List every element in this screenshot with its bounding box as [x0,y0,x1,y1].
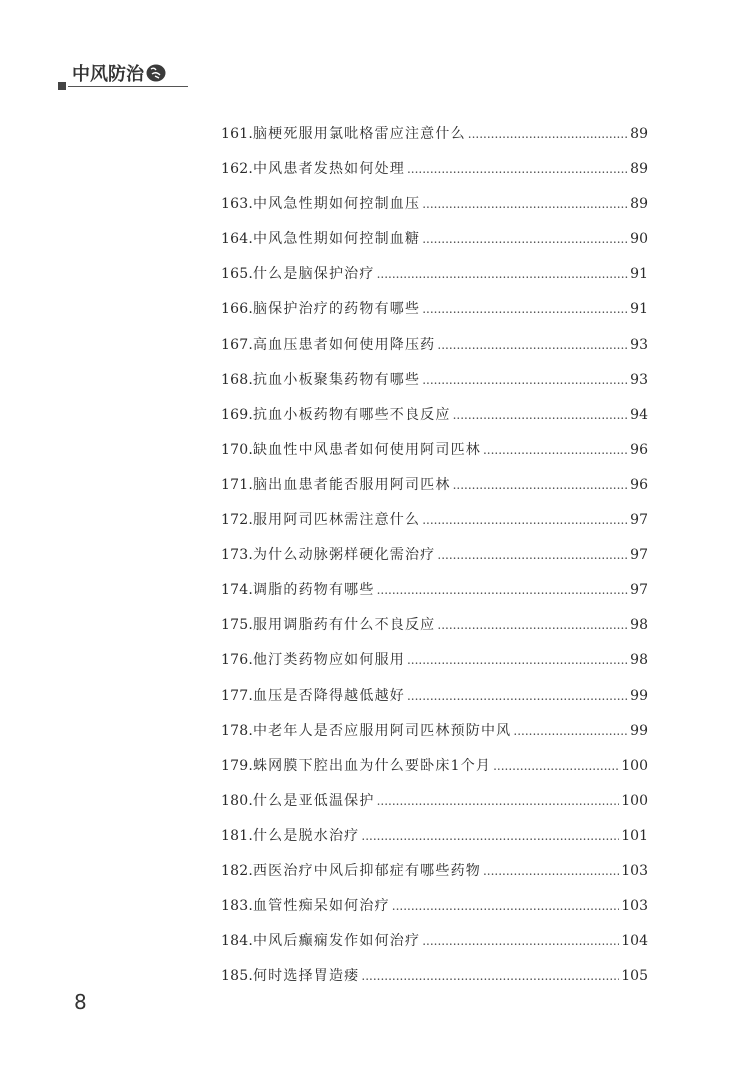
toc-entry-number: 165. [221,266,253,283]
toc-entry-number: 178. [221,722,253,739]
dot-leader [437,335,628,355]
book-title: 中风防治 [72,64,144,85]
dot-leader [422,510,628,530]
toc-entry-page: 93 [630,336,648,353]
toc-entry-page: 100 [621,792,648,809]
toc-entry-number: 161. [221,126,253,142]
toc-entry-number: 185. [221,968,253,985]
running-header-title [72,60,166,86]
toc-entry[interactable] [221,615,648,650]
toc-entry[interactable] [221,791,648,826]
toc-entry-page: 89 [630,196,648,213]
toc-entry[interactable] [221,896,648,931]
toc-entry-page: 97 [630,582,648,599]
toc-entry-page: 89 [630,161,648,178]
toc-entry-title: 何时选择胃造瘘 [252,968,360,985]
toc-entry[interactable] [221,931,648,966]
toc-entry-page: 89 [630,126,648,142]
toc-entry[interactable] [221,721,648,756]
toc-entry-number: 164. [221,231,253,248]
toc-entry-title: 服用调脂药有什么不良反应 [252,617,436,634]
dot-leader [453,475,629,495]
dot-leader [468,124,628,144]
toc-entry[interactable] [221,194,648,229]
toc-entry-number: 174. [221,582,253,599]
toc-entry-title: 西医治疗中风后抑郁症有哪些药物 [252,862,481,879]
dot-leader [377,580,629,600]
seal-logo-icon [146,64,166,82]
dot-leader [437,615,628,635]
toc-entry[interactable] [221,510,648,545]
toc-entry-page: 96 [630,476,648,493]
toc-entry-number: 166. [221,301,253,318]
toc-entry-page: 99 [630,722,648,739]
toc-entry-title: 为什么动脉粥样硬化需治疗 [252,547,436,564]
dot-leader [453,405,629,425]
toc-entry-page: 93 [630,371,648,388]
toc-entry-number: 182. [221,862,253,879]
toc-entry[interactable] [221,229,648,264]
toc-entry[interactable] [221,159,648,194]
toc-entry-title: 血压是否降得越低越好 [252,687,405,704]
toc-entry[interactable] [221,545,648,580]
toc-entry-number: 163. [221,196,253,213]
dot-leader [407,686,628,706]
toc-entry[interactable] [221,756,648,791]
toc-entry-title: 脑保护治疗的药物有哪些 [252,301,421,318]
toc-entry-title: 蛛网膜下腔出血为什么要卧床1个月 [252,757,492,774]
toc-entry-number: 162. [221,161,253,178]
running-header [58,58,188,88]
dot-leader [513,721,628,741]
dot-leader [422,194,628,214]
table-of-contents [221,124,648,1001]
toc-entry-title: 什么是亚低温保护 [252,792,375,809]
toc-entry-number: 167. [221,336,253,353]
toc-entry[interactable] [221,440,648,475]
toc-entry-number: 179. [221,757,253,774]
toc-entry-title: 高血压患者如何使用降压药 [252,336,436,353]
toc-entry-page: 98 [630,652,648,669]
toc-entry-number: 180. [221,792,253,809]
toc-entry-page: 105 [621,968,648,985]
page-number: 8 [74,990,87,1014]
toc-entry[interactable] [221,124,648,159]
toc-entry-title: 脑梗死服用氯吡格雷应注意什么 [252,126,466,142]
toc-entry[interactable] [221,475,648,510]
toc-entry-page: 96 [630,441,648,458]
toc-entry-number: 171. [221,476,253,493]
toc-entry-title: 中风急性期如何控制血压 [252,196,421,213]
toc-entry-page: 91 [630,301,648,318]
dot-leader [407,650,628,670]
toc-entry-page: 90 [630,231,648,248]
toc-entry-page: 91 [630,266,648,283]
dot-leader [437,545,628,565]
toc-entry-title: 什么是脱水治疗 [252,827,360,844]
toc-entry-title: 中风急性期如何控制血糖 [252,231,421,248]
toc-entry-number: 170. [221,441,253,458]
toc-entry-title: 血管性痴呆如何治疗 [252,898,390,915]
toc-entry-title: 服用阿司匹林需注意什么 [252,512,421,529]
dot-leader [392,896,619,916]
toc-entry-number: 181. [221,827,253,844]
toc-entry[interactable] [221,966,648,1001]
toc-entry-title: 调脂的药物有哪些 [252,582,375,599]
toc-entry[interactable] [221,826,648,861]
toc-entry[interactable] [221,335,648,370]
dot-leader [422,370,628,390]
toc-entry-title: 抗血小板聚集药物有哪些 [252,371,421,388]
toc-entry[interactable] [221,370,648,405]
toc-entry-title: 中风后癫痫发作如何治疗 [252,933,421,950]
header-marker [58,82,66,90]
dot-leader [422,931,619,951]
dot-leader [422,229,628,249]
toc-entry-page: 103 [621,898,648,915]
toc-entry[interactable] [221,264,648,299]
dot-leader [377,264,629,284]
toc-entry[interactable] [221,686,648,721]
toc-entry-title: 缺血性中风患者如何使用阿司匹林 [252,441,481,458]
header-rule [68,86,188,87]
toc-entry-number: 173. [221,547,253,564]
toc-entry-number: 177. [221,687,253,704]
toc-entry-number: 175. [221,617,253,634]
toc-entry-title: 什么是脑保护治疗 [252,266,375,283]
toc-entry[interactable] [221,861,648,896]
toc-entry[interactable] [221,580,648,615]
toc-entry-title: 脑出血患者能否服用阿司匹林 [252,476,451,493]
toc-entry-number: 169. [221,406,253,423]
dot-leader [361,826,619,846]
dot-leader [377,791,620,811]
dot-leader [493,756,619,776]
dot-leader [361,966,619,986]
toc-entry-page: 101 [621,827,648,844]
toc-entry-page: 104 [621,933,648,950]
toc-entry-number: 183. [221,898,253,915]
toc-entry-number: 172. [221,512,253,529]
toc-entry-page: 98 [630,617,648,634]
toc-entry[interactable] [221,405,648,440]
dot-leader [483,861,619,881]
toc-entry-page: 97 [630,512,648,529]
toc-entry-page: 97 [630,547,648,564]
toc-entry-title: 他汀类药物应如何服用 [252,652,405,669]
toc-entry-title: 抗血小板药物有哪些不良反应 [252,406,451,423]
toc-entry-number: 184. [221,933,253,950]
toc-entry[interactable] [221,650,648,685]
toc-entry-page: 103 [621,862,648,879]
toc-entry-page: 100 [621,757,648,774]
toc-entry[interactable] [221,299,648,334]
dot-leader [407,159,628,179]
toc-entry-title: 中风患者发热如何处理 [252,161,405,178]
toc-entry-page: 99 [630,687,648,704]
toc-entry-number: 168. [221,371,253,388]
toc-entry-title: 中老年人是否应服用阿司匹林预防中风 [252,722,512,739]
toc-entry-number: 176. [221,652,253,669]
dot-leader [483,440,628,460]
toc-entry-page: 94 [630,406,648,423]
dot-leader [422,299,628,319]
